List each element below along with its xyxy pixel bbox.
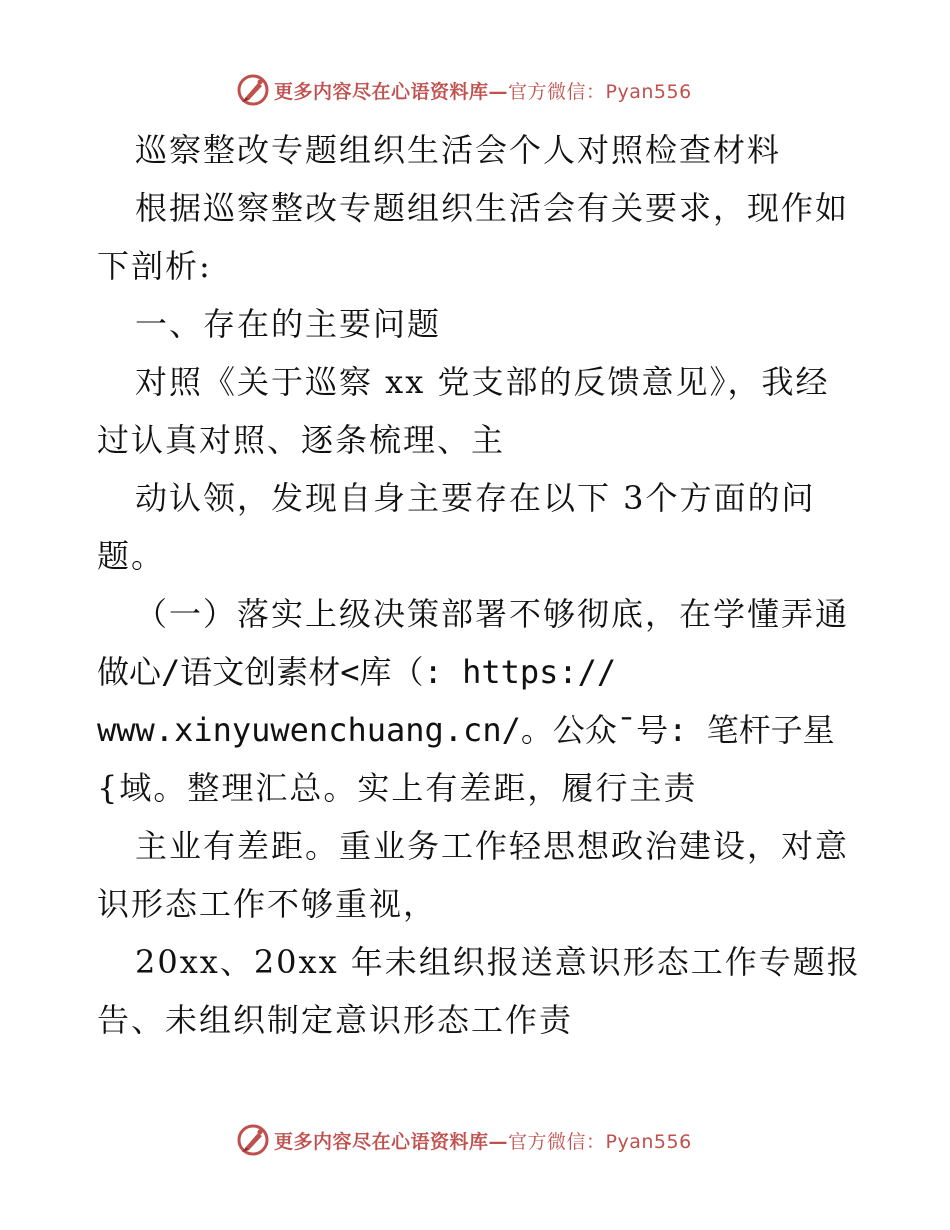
section-heading: 一、存在的主要问题 bbox=[135, 305, 442, 343]
watermark-site-text: 更多内容尽在心语资料库— bbox=[274, 1130, 509, 1153]
paragraph-line: 20xx、20xx 年未组织报送意识形态工作专题报 bbox=[135, 943, 861, 981]
paragraph-line: 下剖析: bbox=[97, 247, 212, 285]
subsection-heading: （一）落实上级决策部署不够彻底，在学懂弄通 bbox=[135, 595, 850, 633]
paragraph-line: 对照《关于巡察 xx 党支部的反馈意见》，我经 bbox=[135, 363, 830, 401]
paragraph-line: 做心/语文创素材<库（: https:// bbox=[97, 653, 617, 691]
footer-watermark bbox=[236, 1122, 692, 1158]
watermark-site-text: 更多内容尽在心语资料库— bbox=[274, 80, 509, 103]
watermark-wechat-text: 官方微信：Pyan556 bbox=[508, 1130, 692, 1153]
paragraph-line: 动认领，发现自身主要存在以下 3个方面的问 bbox=[135, 479, 816, 517]
paragraph-line: www.xinyuwenchuang.cn/。公众¯号: 笔杆子星 bbox=[97, 711, 835, 749]
paragraph-line: 题。 bbox=[97, 537, 166, 575]
paragraph-line: 主业有差距。重业务工作轻思想政治建设，对意 bbox=[135, 827, 850, 865]
watermark-wechat-text: 官方微信：Pyan556 bbox=[508, 80, 692, 103]
pen-logo-icon bbox=[236, 1123, 270, 1157]
pen-logo-icon bbox=[236, 73, 270, 107]
paragraph-line: 根据巡察整改专题组织生活会有关要求，现作如 bbox=[135, 189, 850, 227]
paragraph-line: 过认真对照、逐条梳理、主 bbox=[97, 421, 506, 459]
document-title: 巡察整改专题组织生活会个人对照检查材料 bbox=[135, 131, 782, 169]
header-watermark bbox=[236, 72, 692, 108]
paragraph-line: {域。整理汇总。实上有差距，履行主责 bbox=[97, 769, 698, 807]
paragraph-line: 告、未组织制定意识形态工作责 bbox=[97, 1001, 574, 1039]
paragraph-line: 识形态工作不够重视， bbox=[97, 885, 438, 923]
